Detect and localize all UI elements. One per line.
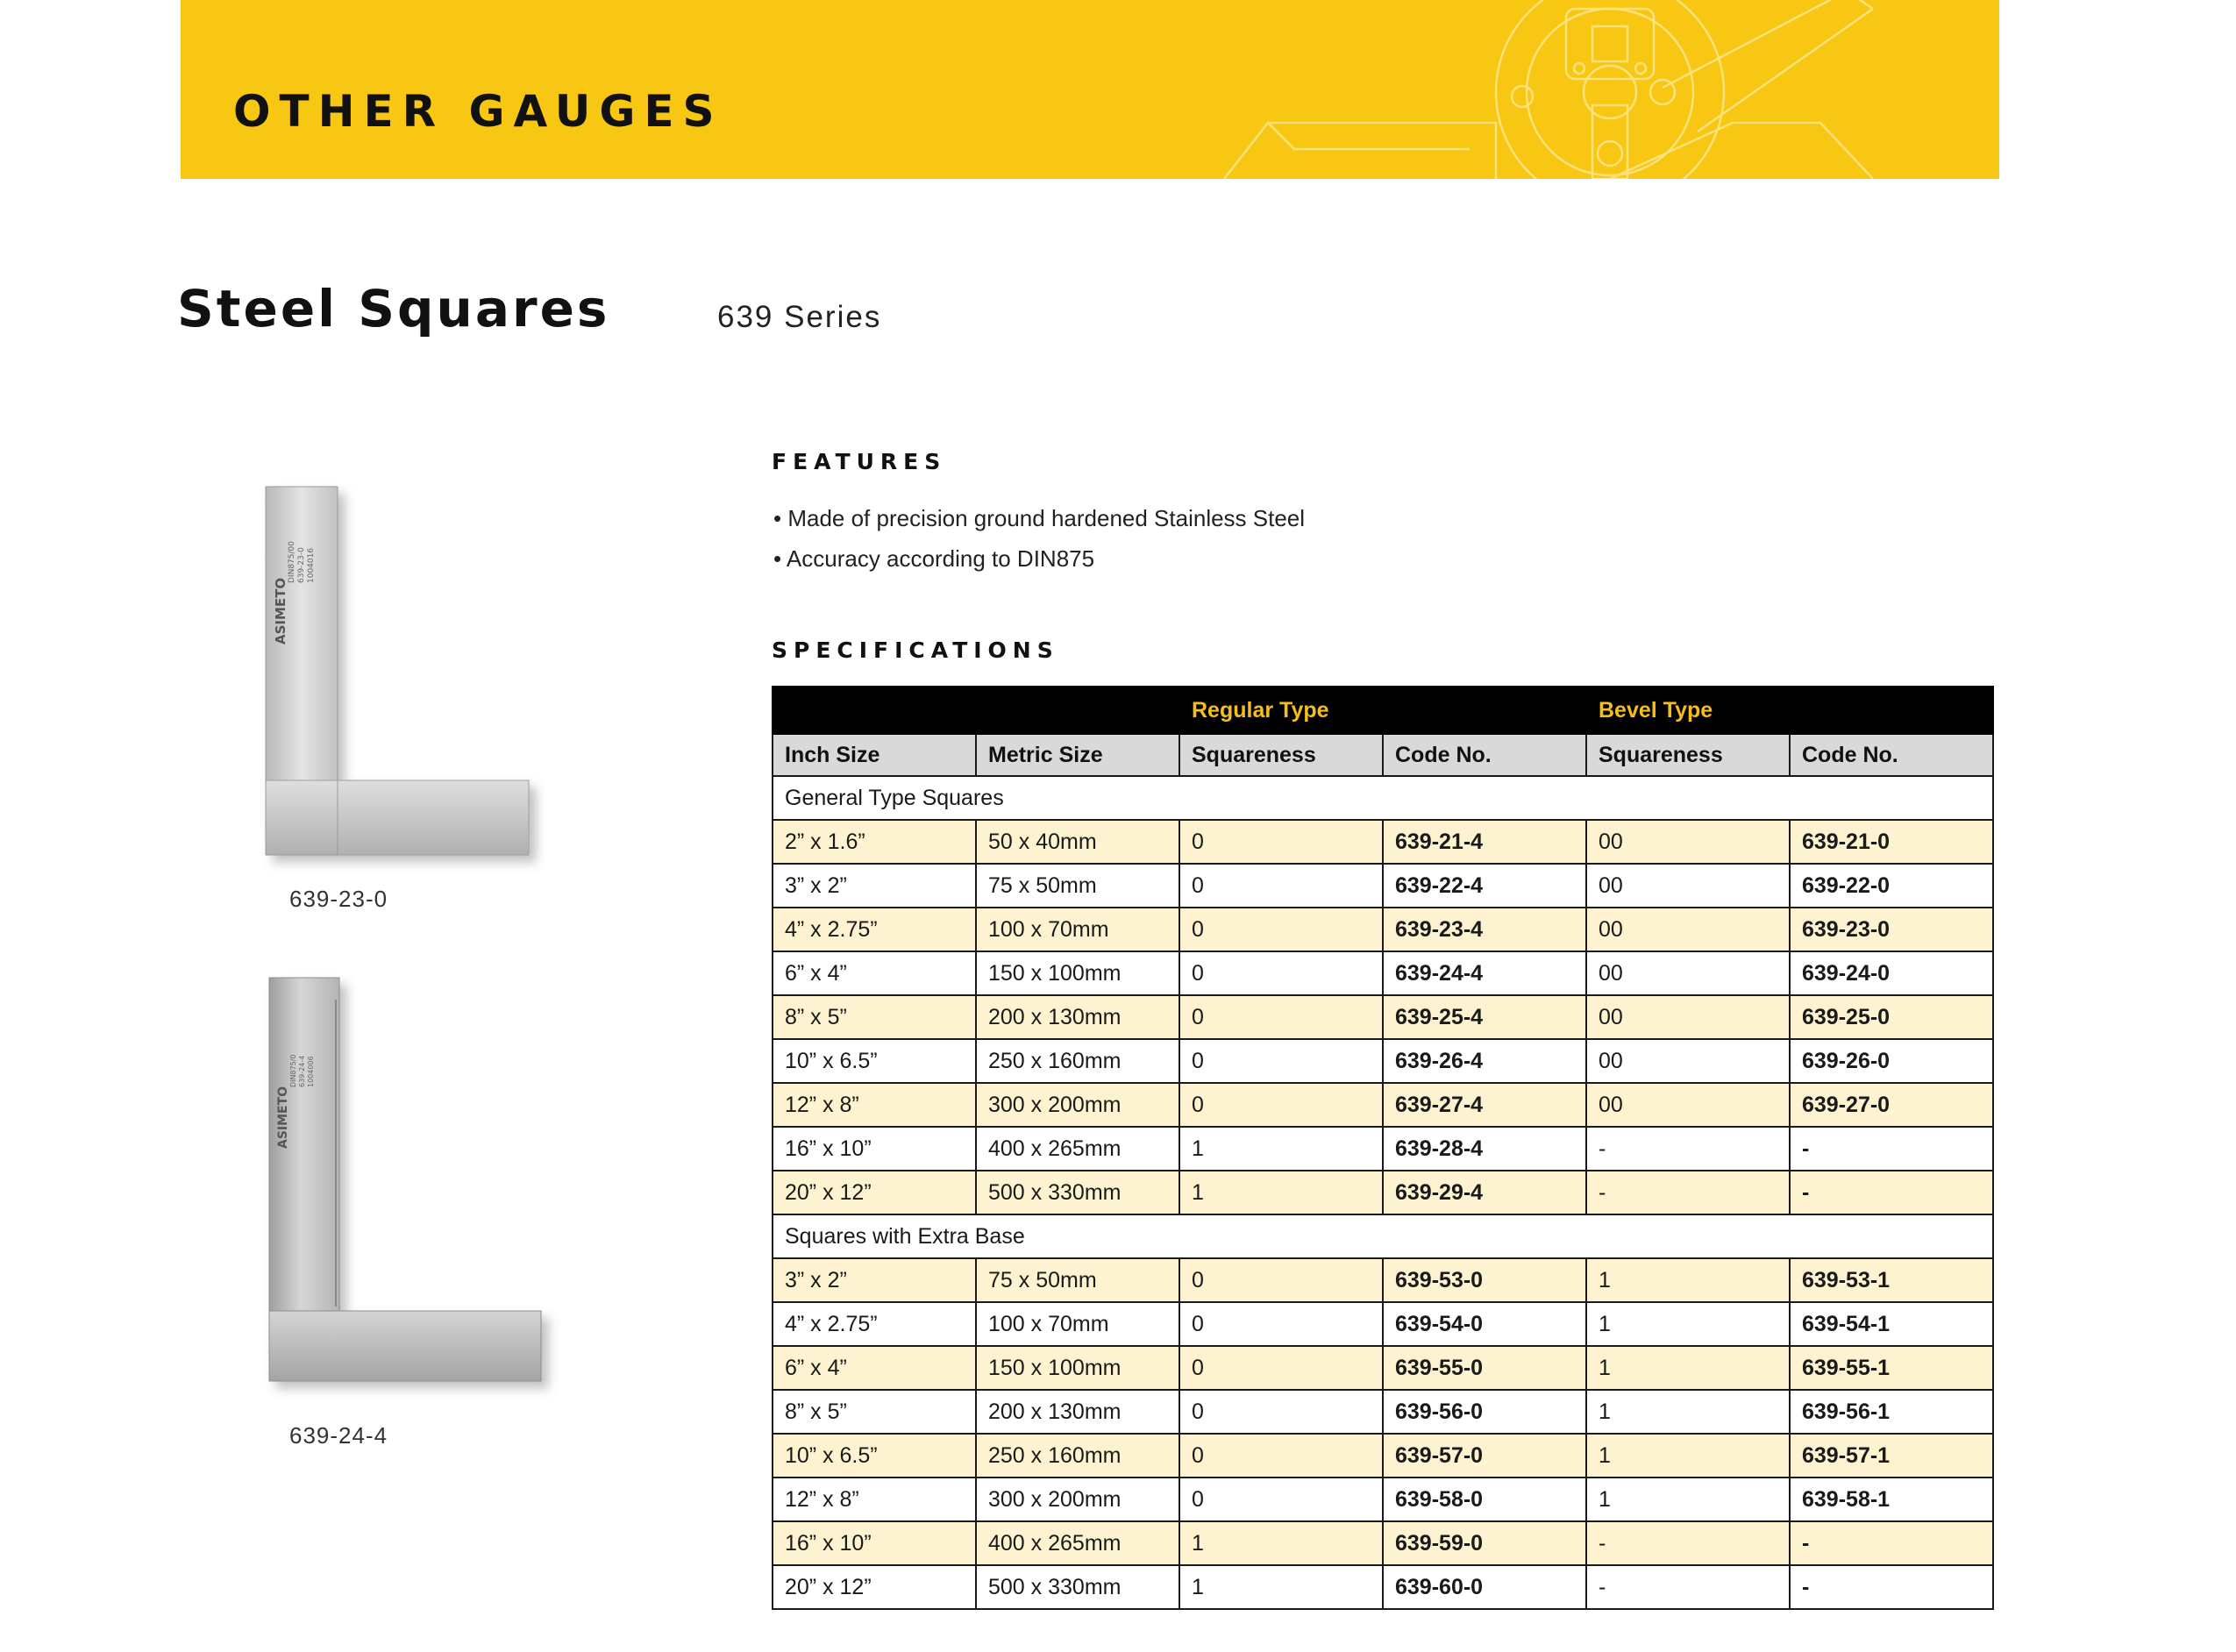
table-cell: 00 [1586, 1039, 1790, 1083]
table-row [773, 995, 1993, 1039]
table-cell: 100 x 70mm [976, 1302, 1179, 1346]
group-header-blank [773, 687, 976, 734]
table-cell: 16” x 10” [773, 1127, 976, 1171]
svg-text:1004006: 1004006 [307, 1056, 315, 1087]
table-cell: 50 x 40mm [976, 820, 1179, 864]
image-caption-2: 639-24-4 [289, 1422, 388, 1449]
table-row [773, 1302, 1993, 1346]
table-cell: 0 [1179, 820, 1383, 864]
table-cell: - [1790, 1521, 1993, 1565]
image-caption-1: 639-23-0 [289, 886, 388, 912]
specifications-table [772, 686, 1994, 1610]
table-cell: 0 [1179, 1390, 1383, 1434]
table-cell: 300 x 200mm [976, 1083, 1179, 1127]
table-cell: 639-58-0 [1383, 1478, 1586, 1521]
steel-square-image-2 [259, 973, 566, 1412]
table-column-header [773, 734, 1993, 776]
table-cell: 639-56-1 [1790, 1390, 1993, 1434]
table-cell: 639-23-4 [1383, 908, 1586, 951]
table-cell: - [1790, 1171, 1993, 1214]
table-cell: - [1586, 1565, 1790, 1609]
table-row [773, 1346, 1993, 1390]
table-cell: 639-27-0 [1790, 1083, 1993, 1127]
section-title: Squares with Extra Base [773, 1214, 1993, 1258]
table-cell: 1 [1586, 1302, 1790, 1346]
table-cell: 639-22-0 [1790, 864, 1993, 908]
table-cell: - [1790, 1565, 1993, 1609]
steel-square-image-1 [250, 482, 557, 886]
table-cell: 400 x 265mm [976, 1127, 1179, 1171]
table-cell: 639-24-4 [1383, 951, 1586, 995]
table-cell: 250 x 160mm [976, 1434, 1179, 1478]
series-label: 639 Series [717, 300, 882, 334]
table-cell: 0 [1179, 1302, 1383, 1346]
table-cell: 639-28-4 [1383, 1127, 1586, 1171]
table-cell: 639-56-0 [1383, 1390, 1586, 1434]
table-cell: 639-25-4 [1383, 995, 1586, 1039]
table-cell: 500 x 330mm [976, 1171, 1179, 1214]
table-cell: 639-57-1 [1790, 1434, 1993, 1478]
table-cell: 0 [1179, 1478, 1383, 1521]
page-title: Steel Squares [177, 279, 610, 338]
table-cell: 20” x 12” [773, 1565, 976, 1609]
features-list [773, 498, 1305, 579]
table-cell: 0 [1179, 1434, 1383, 1478]
header-banner [181, 0, 1999, 179]
table-cell: 0 [1179, 864, 1383, 908]
table-cell: 639-26-4 [1383, 1039, 1586, 1083]
table-cell: 639-25-0 [1790, 995, 1993, 1039]
table-cell: 16” x 10” [773, 1521, 976, 1565]
table-cell: 00 [1586, 820, 1790, 864]
table-cell: 4” x 2.75” [773, 908, 976, 951]
feature-item: • Accuracy according to DIN875 [773, 538, 1305, 579]
table-cell: 1 [1179, 1565, 1383, 1609]
table-row [773, 1258, 1993, 1302]
table-cell: 639-55-1 [1790, 1346, 1993, 1390]
table-cell: 8” x 5” [773, 995, 976, 1039]
table-row [773, 820, 1993, 864]
column-header: Squareness [1586, 734, 1790, 776]
table-row [773, 864, 1993, 908]
group-header-regular: Regular Type [1179, 687, 1586, 734]
table-cell: 00 [1586, 864, 1790, 908]
table-cell: 0 [1179, 1258, 1383, 1302]
table-cell: 75 x 50mm [976, 1258, 1179, 1302]
table-body [773, 776, 1993, 1609]
table-cell: 10” x 6.5” [773, 1434, 976, 1478]
table-cell: 0 [1179, 995, 1383, 1039]
table-cell: 6” x 4” [773, 951, 976, 995]
table-cell: 250 x 160mm [976, 1039, 1179, 1083]
specifications-heading: SPECIFICATIONS [772, 637, 1059, 663]
table-cell: 639-54-1 [1790, 1302, 1993, 1346]
table-row [773, 908, 1993, 951]
table-cell: 100 x 70mm [976, 908, 1179, 951]
column-header: Code No. [1383, 734, 1586, 776]
table-cell: - [1586, 1127, 1790, 1171]
table-cell: 1 [1179, 1521, 1383, 1565]
table-cell: 300 x 200mm [976, 1478, 1179, 1521]
svg-text:ASIMETO: ASIMETO [273, 577, 288, 644]
svg-text:DIN875/0: DIN875/0 [289, 1054, 297, 1087]
table-cell: 200 x 130mm [976, 1390, 1179, 1434]
column-header: Inch Size [773, 734, 976, 776]
table-cell: 1 [1586, 1346, 1790, 1390]
table-cell: 3” x 2” [773, 1258, 976, 1302]
section-title: General Type Squares [773, 776, 1993, 820]
feature-item: • Made of precision ground hardened Stainless Steel [773, 498, 1305, 538]
table-cell: - [1586, 1521, 1790, 1565]
table-cell: 0 [1179, 908, 1383, 951]
table-cell: 639-53-1 [1790, 1258, 1993, 1302]
column-header: Metric Size [976, 734, 1179, 776]
group-header-bevel: Bevel Type [1586, 687, 1993, 734]
table-cell: 0 [1179, 1083, 1383, 1127]
table-cell: 400 x 265mm [976, 1521, 1179, 1565]
table-cell: 1 [1586, 1478, 1790, 1521]
table-cell: - [1586, 1171, 1790, 1214]
table-cell: 150 x 100mm [976, 951, 1179, 995]
table-cell: 8” x 5” [773, 1390, 976, 1434]
table-cell: 639-60-0 [1383, 1565, 1586, 1609]
table-group-header [773, 687, 1993, 734]
table-row [773, 1521, 1993, 1565]
table-section-row [773, 776, 1993, 820]
table-row [773, 1565, 1993, 1609]
table-section-row [773, 1214, 1993, 1258]
table-row [773, 1434, 1993, 1478]
table-cell: 20” x 12” [773, 1171, 976, 1214]
table-cell: 639-59-0 [1383, 1521, 1586, 1565]
table-cell: 0 [1179, 1039, 1383, 1083]
table-cell: 10” x 6.5” [773, 1039, 976, 1083]
table-cell: 639-29-4 [1383, 1171, 1586, 1214]
protractor-illustration [1207, 0, 1873, 179]
table-cell: 75 x 50mm [976, 864, 1179, 908]
table-cell: 4” x 2.75” [773, 1302, 976, 1346]
table-cell: 639-58-1 [1790, 1478, 1993, 1521]
table-cell: 0 [1179, 1346, 1383, 1390]
table-cell: 00 [1586, 908, 1790, 951]
table-cell: 500 x 330mm [976, 1565, 1179, 1609]
table-cell: 2” x 1.6” [773, 820, 976, 864]
table-row [773, 1478, 1993, 1521]
column-header: Squareness [1179, 734, 1383, 776]
table-cell: 639-21-0 [1790, 820, 1993, 864]
table-cell: 1 [1586, 1258, 1790, 1302]
table-cell: - [1790, 1127, 1993, 1171]
table-cell: 639-27-4 [1383, 1083, 1586, 1127]
table-cell: 639-26-0 [1790, 1039, 1993, 1083]
table-cell: 639-21-4 [1383, 820, 1586, 864]
table-row [773, 951, 1993, 995]
table-cell: 3” x 2” [773, 864, 976, 908]
table-cell: 00 [1586, 951, 1790, 995]
features-heading: FEATURES [772, 449, 947, 474]
table-cell: 1 [1586, 1390, 1790, 1434]
table-cell: 639-55-0 [1383, 1346, 1586, 1390]
table-cell: 00 [1586, 1083, 1790, 1127]
svg-text:639-24-4: 639-24-4 [298, 1055, 306, 1087]
table-row [773, 1039, 1993, 1083]
banner-title: OTHER GAUGES [233, 86, 723, 137]
svg-text:1004016: 1004016 [307, 547, 316, 583]
table-cell: 639-54-0 [1383, 1302, 1586, 1346]
table-cell: 1 [1179, 1127, 1383, 1171]
svg-text:DIN875/00: DIN875/00 [288, 541, 296, 583]
table-cell: 12” x 8” [773, 1083, 976, 1127]
group-header-blank [976, 687, 1179, 734]
table-cell: 200 x 130mm [976, 995, 1179, 1039]
table-row [773, 1083, 1993, 1127]
table-cell: 639-22-4 [1383, 864, 1586, 908]
table-row [773, 1171, 1993, 1214]
table-cell: 150 x 100mm [976, 1346, 1179, 1390]
svg-text:ASIMETO: ASIMETO [276, 1086, 290, 1149]
table-cell: 639-23-0 [1790, 908, 1993, 951]
svg-text:639-23-0: 639-23-0 [297, 547, 306, 583]
table-cell: 639-57-0 [1383, 1434, 1586, 1478]
table-row [773, 1127, 1993, 1171]
table-cell: 6” x 4” [773, 1346, 976, 1390]
table-cell: 12” x 8” [773, 1478, 976, 1521]
table-cell: 00 [1586, 995, 1790, 1039]
table-cell: 1 [1179, 1171, 1383, 1214]
column-header: Code No. [1790, 734, 1993, 776]
table-cell: 639-53-0 [1383, 1258, 1586, 1302]
table-cell: 0 [1179, 951, 1383, 995]
table-row [773, 1390, 1993, 1434]
table-cell: 1 [1586, 1434, 1790, 1478]
table-cell: 639-24-0 [1790, 951, 1993, 995]
